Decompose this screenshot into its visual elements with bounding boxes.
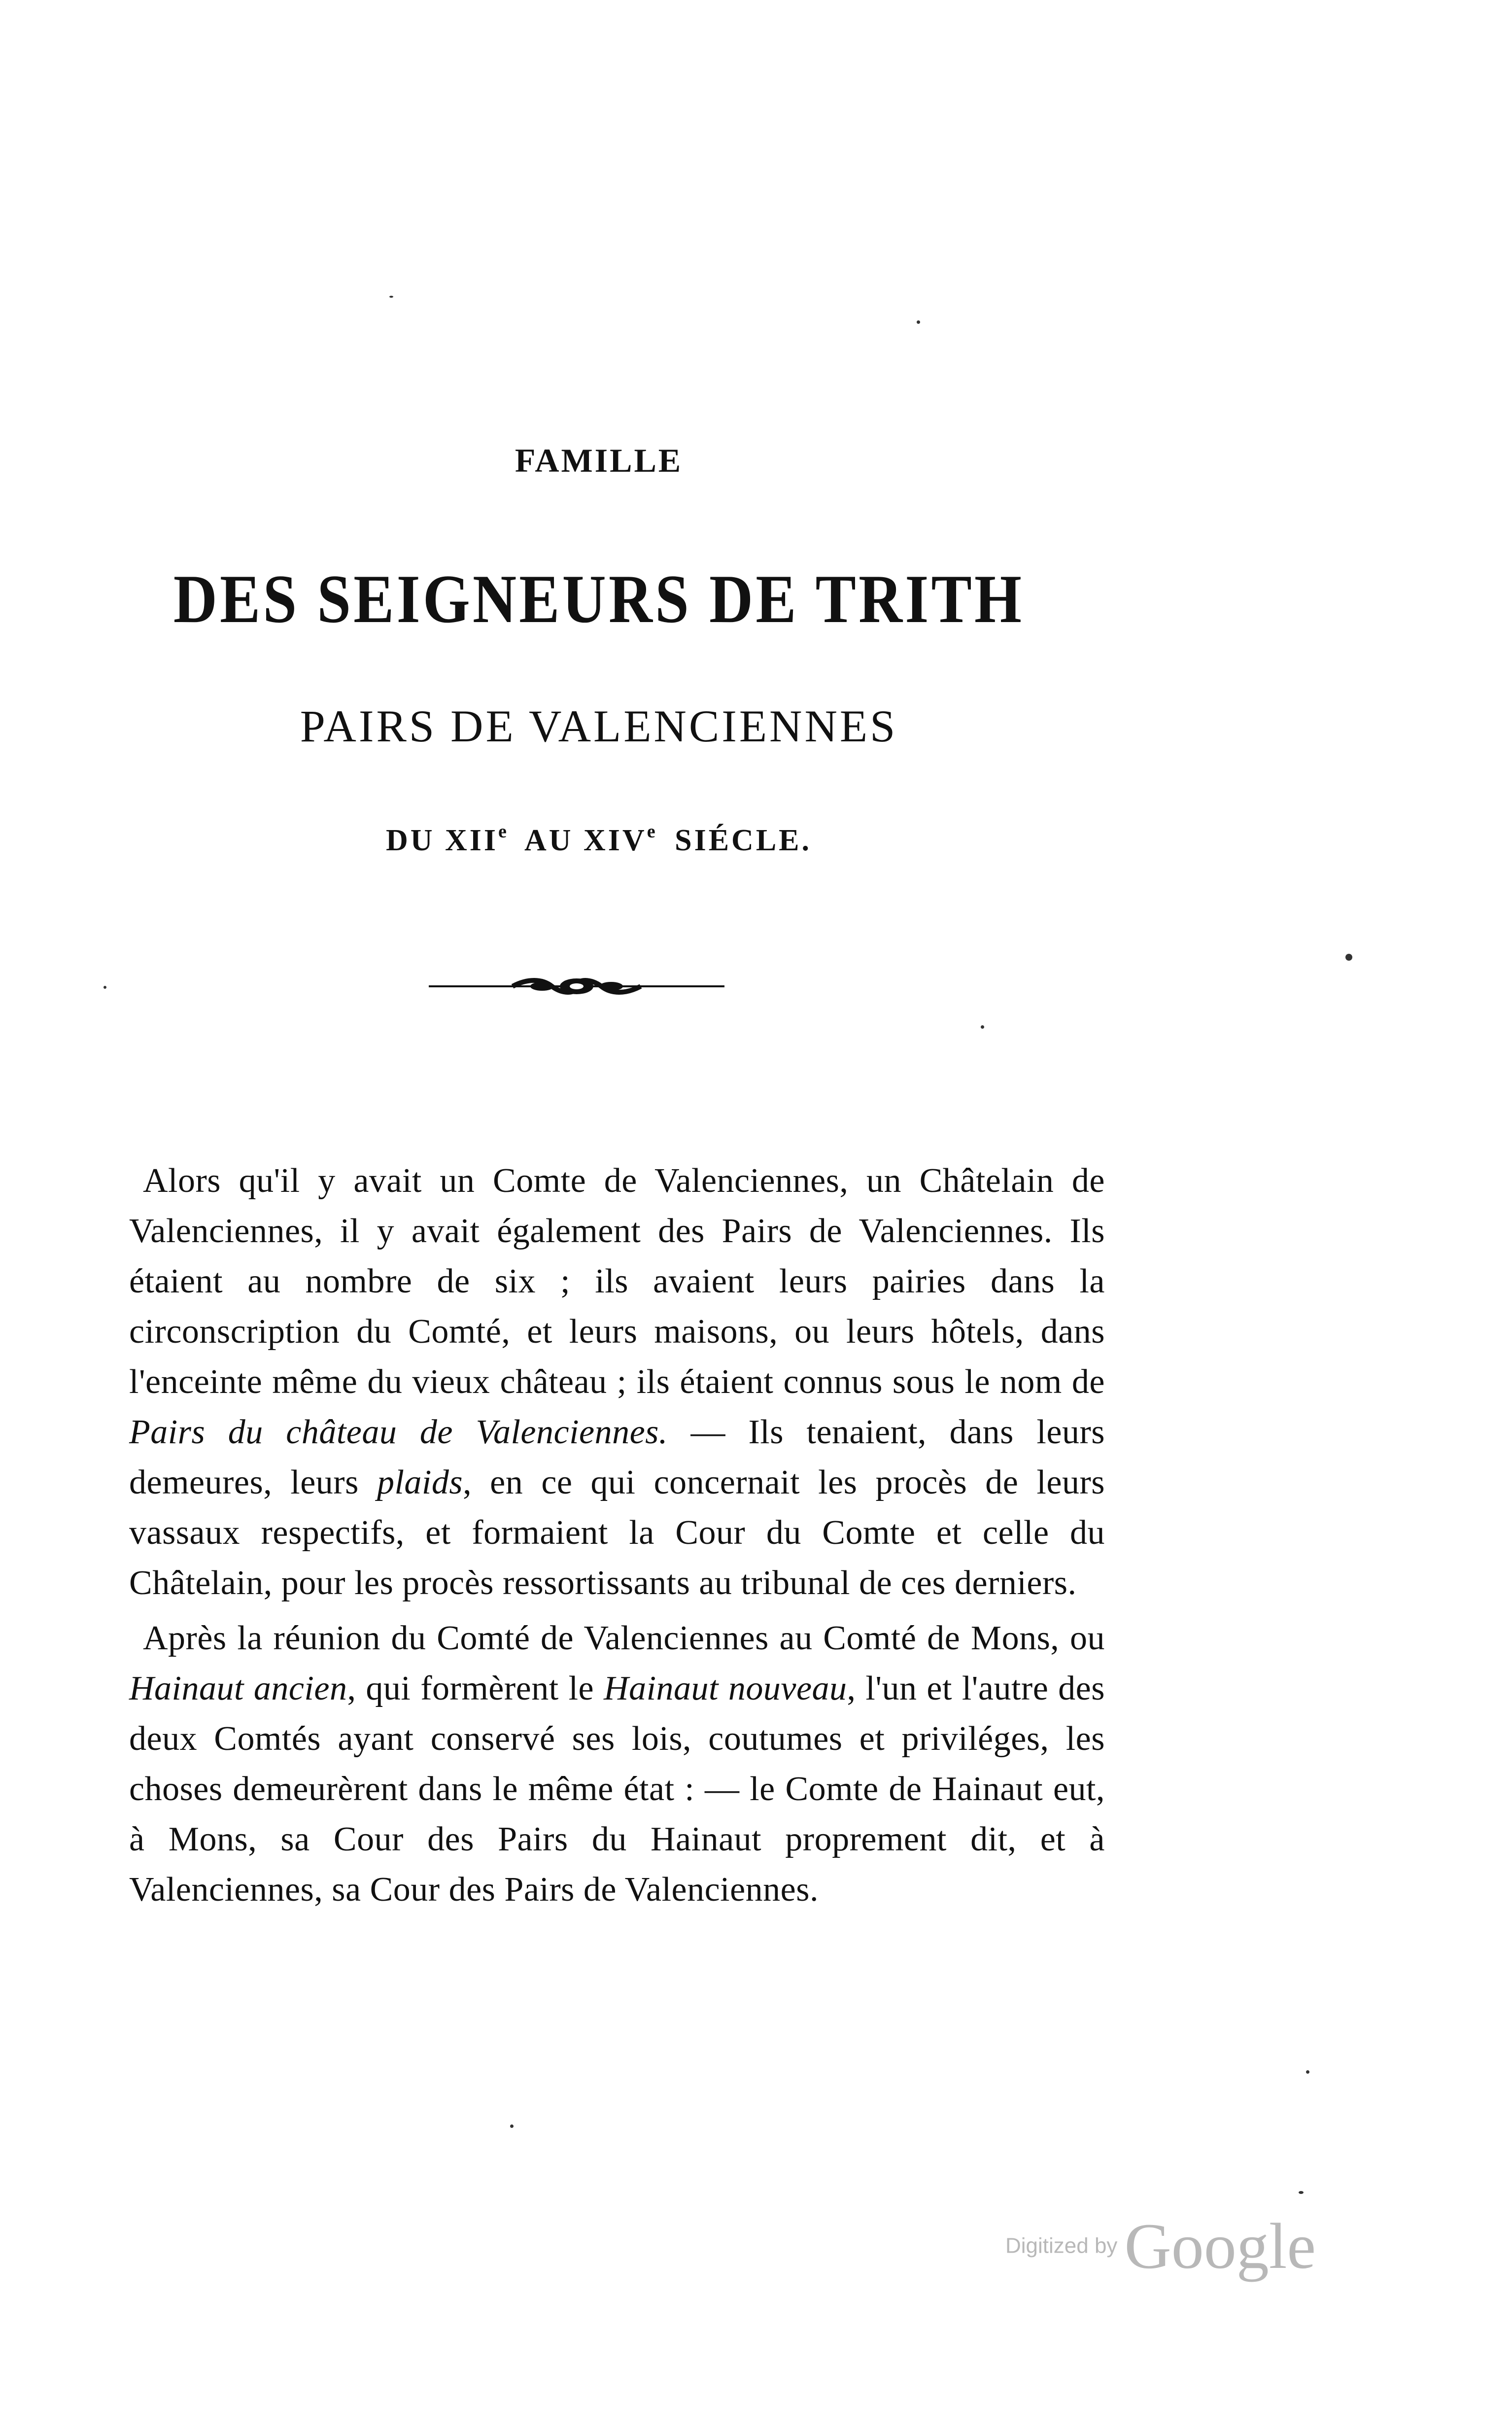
paragraph-2-text-1: Après la réunion du Comté de Valenciennes au Comté de Mons, ou: [143, 1619, 1105, 1657]
paragraph-2-italic-2: Hainaut nouveau: [604, 1670, 847, 1707]
century-suffix: SIÉCLE.: [664, 824, 812, 857]
scan-speck: [1299, 2191, 1304, 2194]
heading-seigneurs-de-trith: DES SEIGNEURS DE TRITH: [173, 561, 1025, 637]
body-text: [129, 1156, 1105, 1915]
scan-speck: [1306, 2070, 1309, 2074]
paragraph-1: [129, 1156, 1105, 1608]
digitized-by-label: Digitized by: [1005, 2233, 1118, 2258]
paragraph-1-text-2: — Ils tenaient, dans leurs demeures, leurs: [129, 1413, 1105, 1501]
paragraph-1-italic-1: Pairs du château de Valenciennes.: [129, 1413, 668, 1451]
paragraph-2: [129, 1613, 1105, 1915]
scan-speck: [981, 1025, 984, 1029]
paragraph-1-italic-2: plaids: [377, 1463, 463, 1501]
paragraph-1-text-3: , en ce qui concernait les procès de leurs vassaux respectifs, et formaient la Cour du Comte et celle du Châtelain, pour les procès ressortissants au tribunal de ces derniers.: [129, 1463, 1105, 1602]
scan-speck: [103, 986, 106, 989]
century-sup-1: e: [498, 821, 509, 842]
scan-speck: [1345, 954, 1352, 961]
google-logo: Google: [1124, 2210, 1316, 2282]
century-middle: AU XIV: [515, 824, 647, 857]
century-sup-2: e: [647, 821, 658, 842]
century-prefix: DU XII: [385, 824, 499, 857]
scan-speck: [389, 296, 393, 298]
google-digitized-watermark: [1005, 2208, 1400, 2282]
heading-pairs-de-valenciennes: PAIRS DE VALENCIENNES: [300, 701, 898, 751]
heading-famille: FAMILLE: [515, 442, 683, 479]
ornament-divider-icon: [429, 974, 724, 998]
scan-speck: [917, 320, 920, 324]
paragraph-2-italic-1: Hainaut ancien: [129, 1670, 347, 1707]
paragraph-2-text-3: , l'un et l'autre des deux Comtés ayant conservé ses lois, coutumes et priviléges, les choses demeurèrent dans le même état : — le Comte de Hainaut eut, à Mons, sa Cour des Pairs du Hainaut proprement dit, et à Valenciennes, sa Cour des Pairs de Valenciennes.: [129, 1670, 1105, 1909]
scan-speck: [510, 2124, 514, 2128]
paragraph-1-text-1: Alors qu'il y avait un Comte de Valenciennes, un Châtelain de Valenciennes, il y avait également des Pairs de Valenciennes. Ils étaient au nombre de six ; ils avaient leurs pairies dans la circonscription du Comté, et leurs maisons, ou leurs hôtels, dans l'enceinte même du vieux château ; ils étaient connus sous le nom de: [129, 1162, 1105, 1401]
heading-century-range: [0, 821, 1198, 858]
paragraph-2-text-2: , qui formèrent le: [347, 1670, 604, 1707]
